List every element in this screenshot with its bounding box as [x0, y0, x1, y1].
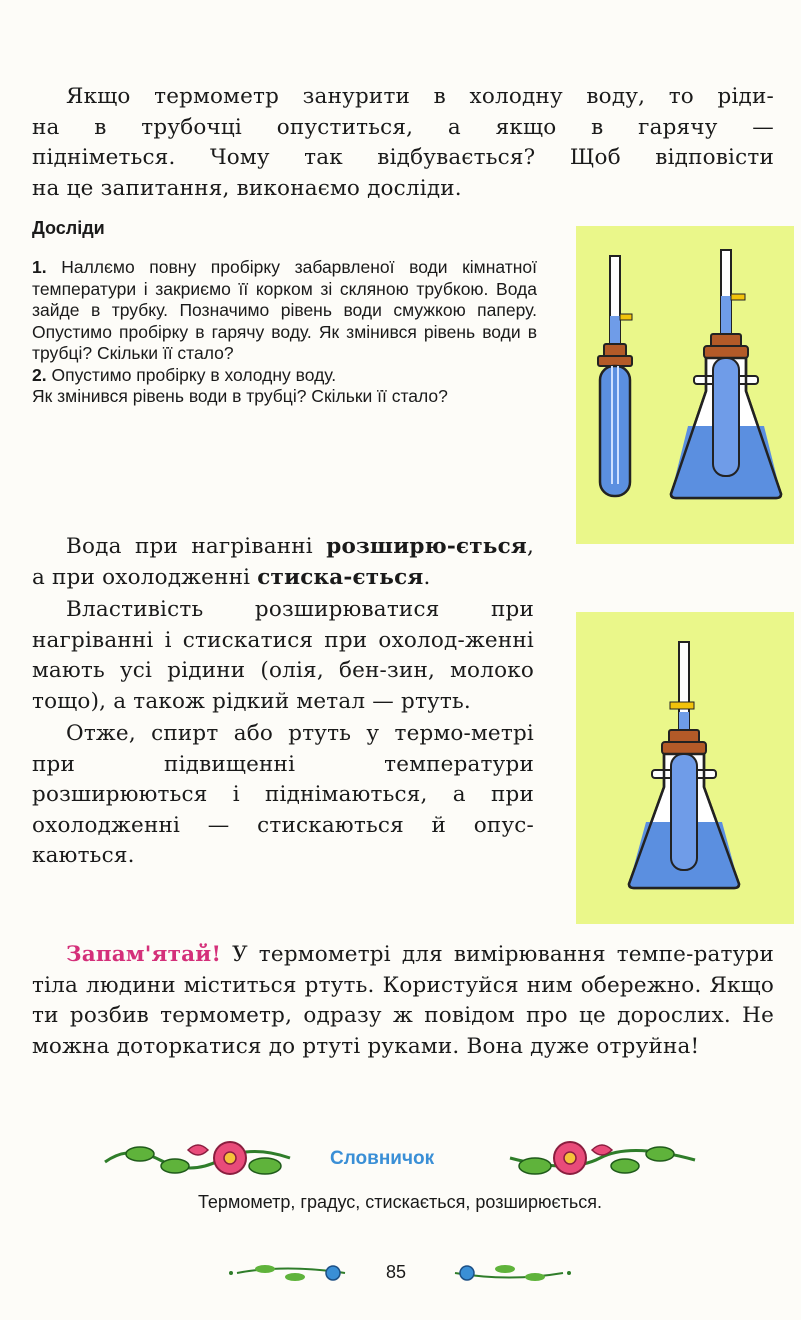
conclusion-block [32, 532, 534, 872]
experiment-2 [32, 365, 537, 408]
experiment-2-text-b: Як змінився рівень води в трубці? Скільки її стало? [32, 386, 448, 406]
vocabulary-header [100, 1134, 700, 1184]
conclusion-text: Вода при нагріванні [66, 534, 327, 559]
conclusion-paragraph-2: Властивість розширюватися при нагріванні і стискатися при охолод-женні мають усі рідини (олія, бен-зин, молоко тощо), а також рідкий метал — ртуть. [32, 597, 534, 714]
term-contracts: стиска-ється [257, 564, 424, 590]
flower-ornament-left-icon [100, 1134, 300, 1184]
page-number: 85 [386, 1262, 407, 1282]
intro-line-1: Якщо термометр занурити в холодну воду, то ріди- [66, 84, 774, 109]
vocabulary-title: Словничок [330, 1148, 435, 1169]
experiments-list [32, 257, 537, 408]
leaf-ornament-right-icon [450, 1260, 575, 1286]
test-tube-figure [576, 226, 794, 544]
figure-2-box [576, 612, 794, 924]
remember-text: У термометрі для вимірювання темпе-ратури тіла людини міститься ртуть. Користуйся ним обережно. Якщо ти розбив термометр, одразу ж повідом про це дорослих. Не можна доторкатися до ртуті руками. Вона дуже отруйна! [32, 942, 774, 1059]
figure-1-box [576, 226, 794, 544]
experiment-1 [32, 257, 537, 365]
remember-label: Запам'ятай! [66, 942, 222, 967]
intro-line-3: підніметься. Чому так відбувається? Щоб відповісти [32, 145, 774, 170]
conclusion-text: , а при охолодженні [32, 534, 534, 590]
experiments-heading: Досліди [32, 218, 105, 238]
conclusion-paragraph-1 [32, 532, 534, 593]
conclusion-text: . [423, 564, 431, 590]
experiment-2-number: 2. [32, 364, 47, 385]
intro-line-2: на в трубочці опуститься, а якщо в гарячу — [32, 114, 774, 140]
experiment-1-text: Наллємо повну пробірку забарвленої води кімнатної температури і закриємо її корком зі скляною трубкою. Вода зайде в трубку. Позначимо рівень води смужкою паперу. Опустимо пробірку в гарячу воду. Як змінився рівень води в трубці? Скільки її стало? [32, 257, 537, 363]
vocabulary-words: Термометр, градус, стискається, розширюється. [197, 1192, 603, 1212]
flower-ornament-right-icon [500, 1134, 700, 1184]
leaf-ornament-left-icon [225, 1260, 350, 1286]
remember-paragraph [32, 940, 774, 1062]
experiment-1-number: 1. [32, 257, 47, 277]
term-expands: розширю-ється [326, 534, 527, 559]
flask-figure [576, 612, 794, 924]
intro-line-4: на це запитання, виконаємо досліди. [32, 175, 462, 201]
experiment-2-text-a: Опустимо пробірку в холодну воду. [51, 364, 337, 385]
remember-block [32, 940, 774, 1062]
conclusion-paragraph-3: Отже, спирт або ртуть у термо-метрі при підвищенні температури розширюються і піднімаються, а при охолодженні — стискаються й опус-каються. [32, 721, 534, 868]
intro-paragraph [32, 82, 774, 204]
